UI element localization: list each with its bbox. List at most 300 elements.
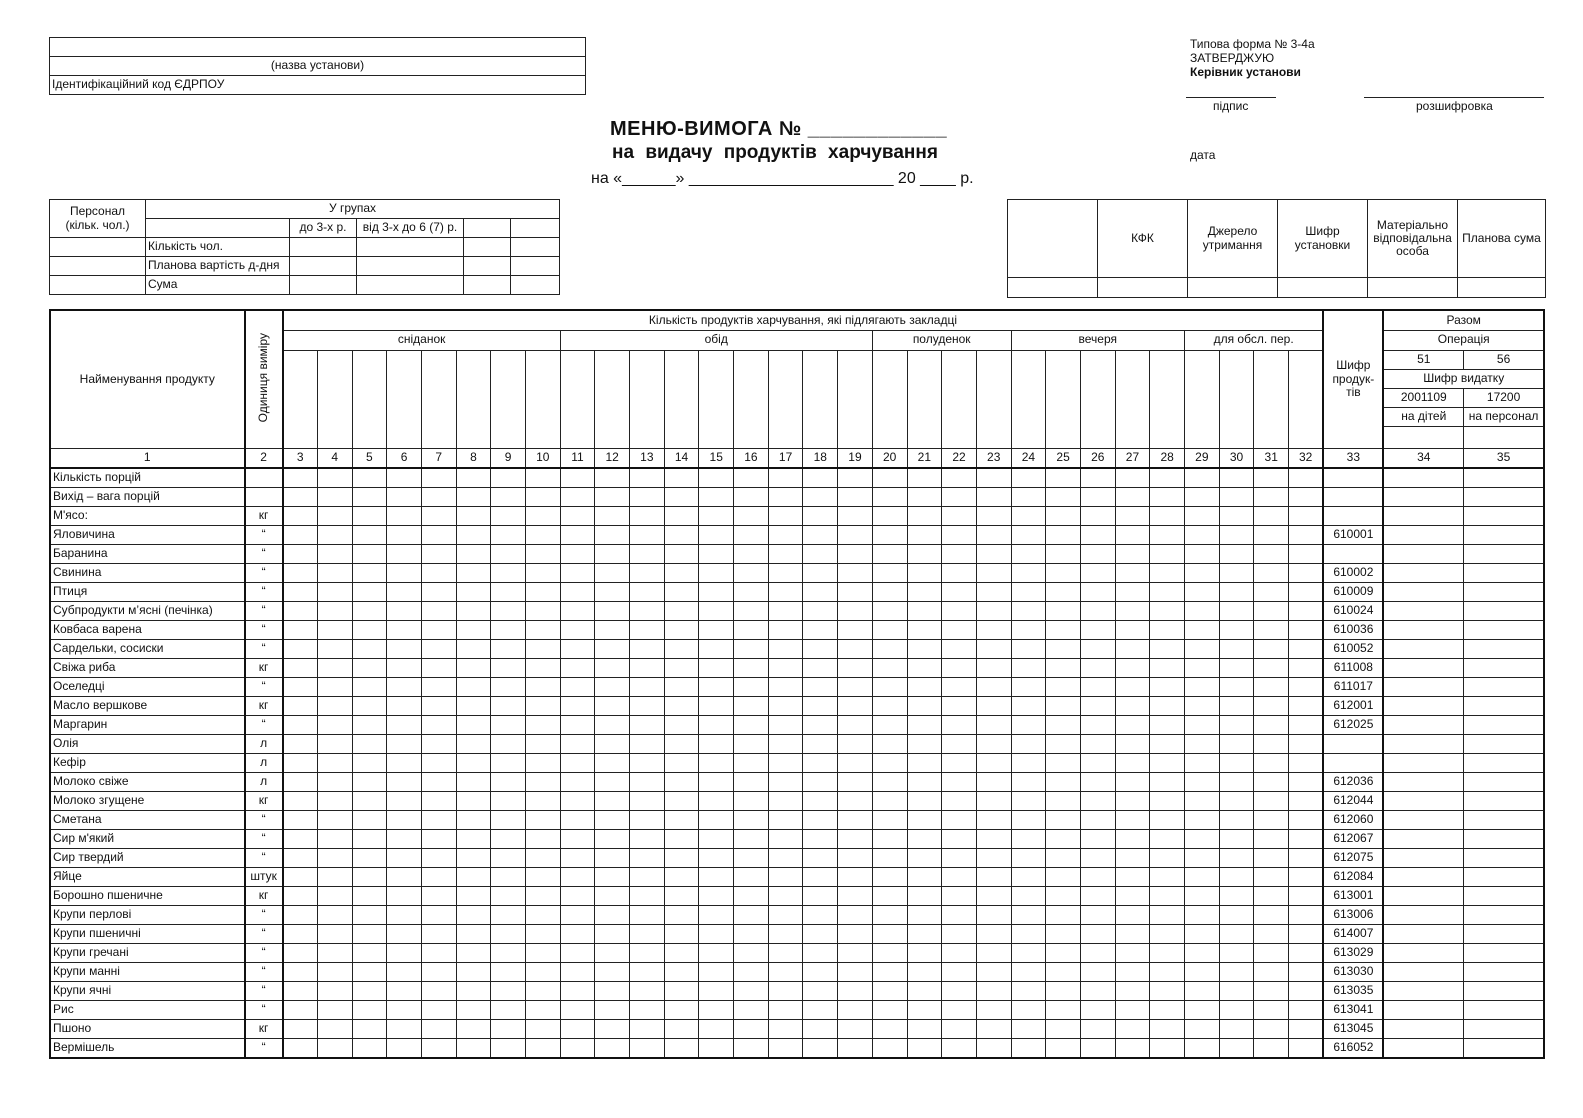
quantity-cell[interactable] — [1150, 677, 1185, 696]
quantity-cell[interactable] — [1254, 506, 1289, 525]
quantity-cell[interactable] — [907, 943, 942, 962]
quantity-cell[interactable] — [803, 1019, 838, 1038]
quantity-cell[interactable] — [630, 658, 665, 677]
quantity-cell[interactable] — [560, 1038, 595, 1058]
quantity-cell[interactable] — [1289, 601, 1324, 620]
quantity-cell[interactable] — [942, 924, 977, 943]
total-children-cell[interactable] — [1383, 468, 1463, 488]
quantity-cell[interactable] — [421, 658, 456, 677]
quantity-cell[interactable] — [872, 1038, 907, 1058]
quantity-cell[interactable] — [1289, 1019, 1324, 1038]
quantity-cell[interactable] — [1289, 829, 1324, 848]
quantity-cell[interactable] — [1185, 943, 1220, 962]
quantity-cell[interactable] — [387, 962, 422, 981]
quantity-cell[interactable] — [699, 1019, 734, 1038]
quantity-cell[interactable] — [491, 468, 526, 488]
quantity-cell[interactable] — [768, 1038, 803, 1058]
quantity-cell[interactable] — [1080, 924, 1115, 943]
quantity-cell[interactable] — [838, 468, 873, 488]
quantity-cell[interactable] — [1011, 772, 1046, 791]
quantity-cell[interactable] — [1254, 563, 1289, 582]
quantity-cell[interactable] — [1185, 1000, 1220, 1019]
quantity-cell[interactable] — [352, 639, 387, 658]
quantity-cell[interactable] — [699, 677, 734, 696]
quantity-cell[interactable] — [352, 715, 387, 734]
dish-header-cell[interactable] — [1011, 350, 1046, 448]
quantity-cell[interactable] — [942, 943, 977, 962]
dish-header-cell[interactable] — [768, 350, 803, 448]
total-staff-cell[interactable] — [1464, 601, 1544, 620]
quantity-cell[interactable] — [768, 924, 803, 943]
quantity-cell[interactable] — [283, 962, 318, 981]
quantity-cell[interactable] — [1185, 563, 1220, 582]
quantity-cell[interactable] — [1150, 525, 1185, 544]
quantity-cell[interactable] — [1185, 981, 1220, 1000]
quantity-cell[interactable] — [1046, 829, 1081, 848]
quantity-cell[interactable] — [1011, 620, 1046, 639]
quantity-cell[interactable] — [456, 715, 491, 734]
quantity-cell[interactable] — [456, 1000, 491, 1019]
quantity-cell[interactable] — [1115, 658, 1150, 677]
quantity-cell[interactable] — [1046, 905, 1081, 924]
dish-header-cell[interactable] — [1046, 350, 1081, 448]
quantity-cell[interactable] — [1115, 772, 1150, 791]
quantity-cell[interactable] — [838, 658, 873, 677]
quantity-cell[interactable] — [456, 506, 491, 525]
quantity-cell[interactable] — [1219, 886, 1254, 905]
quantity-cell[interactable] — [352, 829, 387, 848]
quantity-cell[interactable] — [491, 525, 526, 544]
quantity-cell[interactable] — [664, 848, 699, 867]
dish-header-cell[interactable] — [456, 350, 491, 448]
quantity-cell[interactable] — [1115, 981, 1150, 1000]
quantity-cell[interactable] — [456, 905, 491, 924]
quantity-cell[interactable] — [595, 791, 630, 810]
total-children-cell[interactable] — [1383, 506, 1463, 525]
quantity-cell[interactable] — [699, 924, 734, 943]
quantity-cell[interactable] — [734, 924, 769, 943]
quantity-cell[interactable] — [317, 620, 352, 639]
quantity-cell[interactable] — [560, 715, 595, 734]
quantity-cell[interactable] — [1046, 620, 1081, 639]
quantity-cell[interactable] — [1150, 468, 1185, 488]
quantity-cell[interactable] — [1289, 1000, 1324, 1019]
quantity-cell[interactable] — [1219, 1038, 1254, 1058]
quantity-cell[interactable] — [664, 639, 699, 658]
total-children-cell[interactable] — [1383, 582, 1463, 601]
quantity-cell[interactable] — [976, 506, 1011, 525]
quantity-cell[interactable] — [525, 1000, 560, 1019]
quantity-cell[interactable] — [768, 943, 803, 962]
quantity-cell[interactable] — [317, 582, 352, 601]
total-staff-cell[interactable] — [1464, 867, 1544, 886]
quantity-cell[interactable] — [872, 506, 907, 525]
quantity-cell[interactable] — [630, 924, 665, 943]
quantity-cell[interactable] — [768, 734, 803, 753]
quantity-cell[interactable] — [976, 696, 1011, 715]
quantity-cell[interactable] — [560, 810, 595, 829]
quantity-cell[interactable] — [768, 791, 803, 810]
quantity-cell[interactable] — [352, 677, 387, 696]
quantity-cell[interactable] — [421, 487, 456, 506]
total-staff-cell[interactable] — [1464, 639, 1544, 658]
quantity-cell[interactable] — [630, 962, 665, 981]
quantity-cell[interactable] — [664, 677, 699, 696]
quantity-cell[interactable] — [942, 791, 977, 810]
total-children-cell[interactable] — [1383, 943, 1463, 962]
personnel-cell[interactable] — [50, 238, 146, 257]
quantity-cell[interactable] — [1046, 468, 1081, 488]
quantity-cell[interactable] — [283, 1000, 318, 1019]
quantity-cell[interactable] — [699, 905, 734, 924]
quantity-cell[interactable] — [734, 829, 769, 848]
quantity-cell[interactable] — [734, 1038, 769, 1058]
quantity-cell[interactable] — [872, 924, 907, 943]
quantity-cell[interactable] — [525, 658, 560, 677]
quantity-cell[interactable] — [525, 525, 560, 544]
quantity-cell[interactable] — [907, 1019, 942, 1038]
quantity-cell[interactable] — [1046, 1019, 1081, 1038]
dish-header-cell[interactable] — [803, 350, 838, 448]
total-children-cell[interactable] — [1383, 639, 1463, 658]
quantity-cell[interactable] — [803, 886, 838, 905]
quantity-cell[interactable] — [1115, 544, 1150, 563]
quantity-cell[interactable] — [352, 525, 387, 544]
quantity-cell[interactable] — [838, 848, 873, 867]
quantity-cell[interactable] — [664, 962, 699, 981]
quantity-cell[interactable] — [872, 886, 907, 905]
dish-header-cell[interactable] — [491, 350, 526, 448]
quantity-cell[interactable] — [387, 810, 422, 829]
quantity-cell[interactable] — [1046, 1038, 1081, 1058]
quantity-cell[interactable] — [768, 582, 803, 601]
quantity-cell[interactable] — [768, 772, 803, 791]
quantity-cell[interactable] — [1011, 525, 1046, 544]
quantity-cell[interactable] — [560, 506, 595, 525]
quantity-cell[interactable] — [803, 772, 838, 791]
quantity-cell[interactable] — [1185, 791, 1220, 810]
quantity-cell[interactable] — [387, 791, 422, 810]
quantity-cell[interactable] — [1254, 639, 1289, 658]
quantity-cell[interactable] — [1219, 943, 1254, 962]
quantity-cell[interactable] — [838, 639, 873, 658]
quantity-cell[interactable] — [699, 715, 734, 734]
quantity-cell[interactable] — [1185, 658, 1220, 677]
quantity-cell[interactable] — [838, 886, 873, 905]
quantity-cell[interactable] — [525, 544, 560, 563]
quantity-cell[interactable] — [699, 544, 734, 563]
quantity-cell[interactable] — [664, 753, 699, 772]
quantity-cell[interactable] — [387, 753, 422, 772]
quantity-cell[interactable] — [1254, 1019, 1289, 1038]
quantity-cell[interactable] — [491, 753, 526, 772]
total-children-cell[interactable] — [1383, 1000, 1463, 1019]
quantity-cell[interactable] — [595, 525, 630, 544]
quantity-cell[interactable] — [421, 924, 456, 943]
quantity-cell[interactable] — [1011, 734, 1046, 753]
quantity-cell[interactable] — [942, 1000, 977, 1019]
quantity-cell[interactable] — [803, 867, 838, 886]
quantity-cell[interactable] — [283, 563, 318, 582]
quantity-cell[interactable] — [664, 734, 699, 753]
quantity-cell[interactable] — [872, 525, 907, 544]
quantity-cell[interactable] — [560, 867, 595, 886]
quantity-cell[interactable] — [456, 1019, 491, 1038]
quantity-cell[interactable] — [421, 544, 456, 563]
quantity-cell[interactable] — [595, 1038, 630, 1058]
quantity-cell[interactable] — [768, 810, 803, 829]
quantity-cell[interactable] — [838, 582, 873, 601]
quantity-cell[interactable] — [1046, 487, 1081, 506]
quantity-cell[interactable] — [734, 753, 769, 772]
quantity-cell[interactable] — [1046, 943, 1081, 962]
quantity-cell[interactable] — [1080, 468, 1115, 488]
quantity-cell[interactable] — [421, 677, 456, 696]
quantity-cell[interactable] — [595, 962, 630, 981]
quantity-cell[interactable] — [421, 810, 456, 829]
quantity-cell[interactable] — [942, 734, 977, 753]
quantity-cell[interactable] — [352, 1000, 387, 1019]
quantity-cell[interactable] — [352, 791, 387, 810]
quantity-cell[interactable] — [942, 848, 977, 867]
quantity-cell[interactable] — [317, 924, 352, 943]
quantity-cell[interactable] — [1046, 867, 1081, 886]
quantity-cell[interactable] — [1254, 658, 1289, 677]
quantity-cell[interactable] — [456, 791, 491, 810]
quantity-cell[interactable] — [664, 582, 699, 601]
quantity-cell[interactable] — [942, 753, 977, 772]
quantity-cell[interactable] — [872, 1000, 907, 1019]
total-children-cell[interactable] — [1383, 620, 1463, 639]
quantity-cell[interactable] — [803, 506, 838, 525]
quantity-cell[interactable] — [560, 677, 595, 696]
quantity-cell[interactable] — [803, 582, 838, 601]
quantity-cell[interactable] — [907, 487, 942, 506]
quantity-cell[interactable] — [699, 734, 734, 753]
quantity-cell[interactable] — [907, 544, 942, 563]
quantity-cell[interactable] — [491, 677, 526, 696]
quantity-cell[interactable] — [1219, 601, 1254, 620]
total-children-cell[interactable] — [1383, 525, 1463, 544]
quantity-cell[interactable] — [907, 1038, 942, 1058]
total-staff-cell[interactable] — [1464, 848, 1544, 867]
quantity-cell[interactable] — [525, 601, 560, 620]
quantity-cell[interactable] — [1011, 563, 1046, 582]
quantity-cell[interactable] — [872, 905, 907, 924]
quantity-cell[interactable] — [768, 1000, 803, 1019]
quantity-cell[interactable] — [734, 734, 769, 753]
quantity-cell[interactable] — [421, 601, 456, 620]
quantity-cell[interactable] — [734, 677, 769, 696]
quantity-cell[interactable] — [1219, 696, 1254, 715]
quantity-cell[interactable] — [387, 734, 422, 753]
quantity-cell[interactable] — [525, 734, 560, 753]
quantity-cell[interactable] — [421, 867, 456, 886]
quantity-cell[interactable] — [1011, 791, 1046, 810]
quantity-cell[interactable] — [1080, 848, 1115, 867]
quantity-cell[interactable] — [872, 943, 907, 962]
quantity-cell[interactable] — [456, 563, 491, 582]
quantity-cell[interactable] — [630, 563, 665, 582]
quantity-cell[interactable] — [421, 886, 456, 905]
quantity-cell[interactable] — [664, 506, 699, 525]
total-staff-cell[interactable] — [1464, 981, 1544, 1000]
quantity-cell[interactable] — [421, 582, 456, 601]
quantity-cell[interactable] — [734, 810, 769, 829]
quantity-cell[interactable] — [734, 772, 769, 791]
quantity-cell[interactable] — [525, 620, 560, 639]
quantity-cell[interactable] — [630, 734, 665, 753]
quantity-cell[interactable] — [456, 658, 491, 677]
quantity-cell[interactable] — [283, 601, 318, 620]
quantity-cell[interactable] — [456, 829, 491, 848]
quantity-cell[interactable] — [352, 696, 387, 715]
quantity-cell[interactable] — [1185, 886, 1220, 905]
quantity-cell[interactable] — [1219, 620, 1254, 639]
quantity-cell[interactable] — [942, 810, 977, 829]
quantity-cell[interactable] — [1289, 677, 1324, 696]
quantity-cell[interactable] — [317, 753, 352, 772]
quantity-cell[interactable] — [283, 696, 318, 715]
quantity-cell[interactable] — [664, 487, 699, 506]
total-staff-cell[interactable] — [1464, 829, 1544, 848]
quantity-cell[interactable] — [595, 620, 630, 639]
quantity-cell[interactable] — [525, 715, 560, 734]
quantity-cell[interactable] — [1150, 1000, 1185, 1019]
quantity-cell[interactable] — [1185, 506, 1220, 525]
quantity-cell[interactable] — [1219, 677, 1254, 696]
quantity-cell[interactable] — [1115, 696, 1150, 715]
quantity-cell[interactable] — [283, 715, 318, 734]
quantity-cell[interactable] — [1150, 791, 1185, 810]
quantity-cell[interactable] — [1185, 829, 1220, 848]
quantity-cell[interactable] — [1219, 962, 1254, 981]
quantity-cell[interactable] — [768, 962, 803, 981]
quantity-cell[interactable] — [838, 715, 873, 734]
quantity-cell[interactable] — [595, 696, 630, 715]
quantity-cell[interactable] — [1080, 525, 1115, 544]
total-staff-cell[interactable] — [1464, 791, 1544, 810]
quantity-cell[interactable] — [734, 582, 769, 601]
quantity-cell[interactable] — [421, 563, 456, 582]
quantity-cell[interactable] — [317, 905, 352, 924]
quantity-cell[interactable] — [1289, 791, 1324, 810]
total-staff-cell[interactable] — [1464, 525, 1544, 544]
quantity-cell[interactable] — [560, 563, 595, 582]
quantity-cell[interactable] — [630, 544, 665, 563]
quantity-cell[interactable] — [838, 696, 873, 715]
quantity-cell[interactable] — [456, 487, 491, 506]
quantity-cell[interactable] — [907, 468, 942, 488]
quantity-cell[interactable] — [1289, 696, 1324, 715]
quantity-cell[interactable] — [734, 620, 769, 639]
quantity-cell[interactable] — [942, 772, 977, 791]
quantity-cell[interactable] — [283, 677, 318, 696]
quantity-cell[interactable] — [491, 715, 526, 734]
quantity-cell[interactable] — [872, 848, 907, 867]
quantity-cell[interactable] — [1289, 886, 1324, 905]
quantity-cell[interactable] — [872, 829, 907, 848]
quantity-cell[interactable] — [699, 525, 734, 544]
quantity-cell[interactable] — [1289, 582, 1324, 601]
quantity-cell[interactable] — [942, 525, 977, 544]
quantity-cell[interactable] — [1080, 886, 1115, 905]
quantity-cell[interactable] — [1150, 924, 1185, 943]
quantity-cell[interactable] — [664, 468, 699, 488]
quantity-cell[interactable] — [1046, 791, 1081, 810]
quantity-cell[interactable] — [803, 639, 838, 658]
quantity-cell[interactable] — [595, 544, 630, 563]
quantity-cell[interactable] — [976, 468, 1011, 488]
quantity-cell[interactable] — [1185, 601, 1220, 620]
quantity-cell[interactable] — [352, 506, 387, 525]
quantity-cell[interactable] — [1254, 696, 1289, 715]
quantity-cell[interactable] — [456, 734, 491, 753]
quantity-cell[interactable] — [1046, 677, 1081, 696]
quantity-cell[interactable] — [1080, 791, 1115, 810]
quantity-cell[interactable] — [491, 867, 526, 886]
quantity-cell[interactable] — [664, 1038, 699, 1058]
quantity-cell[interactable] — [1080, 601, 1115, 620]
quantity-cell[interactable] — [283, 487, 318, 506]
quantity-cell[interactable] — [803, 696, 838, 715]
quantity-cell[interactable] — [630, 753, 665, 772]
quantity-cell[interactable] — [768, 753, 803, 772]
quantity-cell[interactable] — [630, 601, 665, 620]
quantity-cell[interactable] — [976, 677, 1011, 696]
quantity-cell[interactable] — [317, 601, 352, 620]
total-staff-cell[interactable] — [1464, 620, 1544, 639]
total-children-cell[interactable] — [1383, 791, 1463, 810]
quantity-cell[interactable] — [1150, 601, 1185, 620]
quantity-cell[interactable] — [768, 468, 803, 488]
quantity-cell[interactable] — [1115, 1038, 1150, 1058]
quantity-cell[interactable] — [525, 810, 560, 829]
quantity-cell[interactable] — [803, 810, 838, 829]
quantity-cell[interactable] — [664, 924, 699, 943]
quantity-cell[interactable] — [976, 715, 1011, 734]
quantity-cell[interactable] — [1289, 810, 1324, 829]
quantity-cell[interactable] — [803, 525, 838, 544]
total-children-cell[interactable] — [1383, 753, 1463, 772]
quantity-cell[interactable] — [907, 620, 942, 639]
quantity-cell[interactable] — [1046, 506, 1081, 525]
quantity-cell[interactable] — [1046, 658, 1081, 677]
quantity-cell[interactable] — [803, 753, 838, 772]
quantity-cell[interactable] — [872, 867, 907, 886]
dish-header-cell[interactable] — [560, 350, 595, 448]
quantity-cell[interactable] — [976, 867, 1011, 886]
quantity-cell[interactable] — [560, 601, 595, 620]
quantity-cell[interactable] — [872, 620, 907, 639]
quantity-cell[interactable] — [699, 1038, 734, 1058]
quantity-cell[interactable] — [664, 791, 699, 810]
quantity-cell[interactable] — [630, 487, 665, 506]
quantity-cell[interactable] — [595, 905, 630, 924]
quantity-cell[interactable] — [283, 886, 318, 905]
quantity-cell[interactable] — [352, 620, 387, 639]
quantity-cell[interactable] — [283, 943, 318, 962]
quantity-cell[interactable] — [907, 829, 942, 848]
quantity-cell[interactable] — [560, 772, 595, 791]
quantity-cell[interactable] — [283, 620, 318, 639]
quantity-cell[interactable] — [803, 677, 838, 696]
quantity-cell[interactable] — [317, 886, 352, 905]
quantity-cell[interactable] — [1080, 962, 1115, 981]
total-staff-cell[interactable] — [1464, 1038, 1544, 1058]
quantity-cell[interactable] — [803, 1038, 838, 1058]
quantity-cell[interactable] — [1219, 734, 1254, 753]
